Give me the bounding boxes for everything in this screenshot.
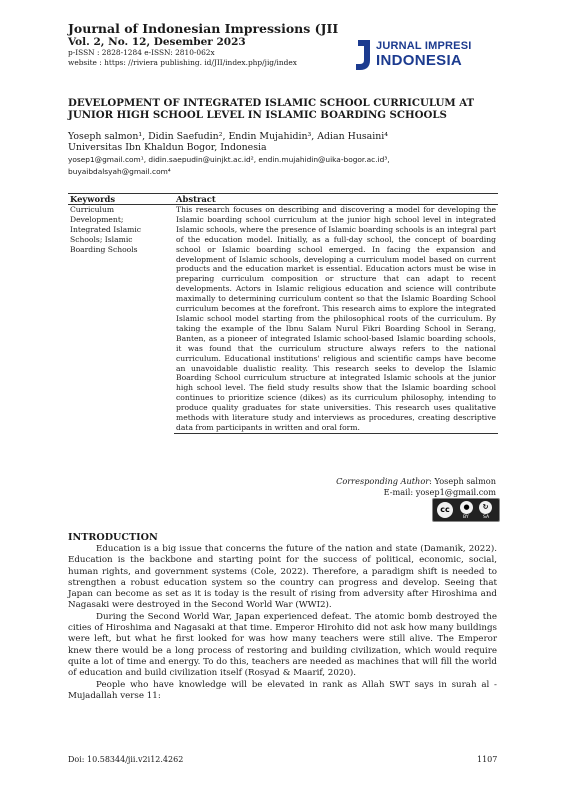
article-title: DEVELOPMENT OF INTEGRATED ISLAMIC SCHOOL CURRICULUM AT JUNIOR HIGH SCHOOL LEVEL IN ISLAMIC BOARDING SCHOOLS	[68, 97, 475, 122]
keyword-line: Curriculum	[70, 205, 115, 214]
cc-license-badge[interactable]	[432, 498, 500, 522]
abstract-table	[68, 193, 498, 434]
corresponding-email[interactable]: E-mail: yosep1@gmail.com	[383, 487, 496, 497]
journal-issn: p-ISSN : 2828-1284 e-ISSN: 2810-062x	[68, 48, 215, 57]
journal-header	[68, 22, 368, 67]
emails-line2: buyaibdalsyah@gmail.com⁴	[68, 166, 171, 176]
cc-icon: cc	[437, 502, 453, 518]
keyword-line: Schools; Islamic	[70, 234, 133, 244]
abstract-text: This research focuses on describing and discovering a model for developing the Islamic boarding school curriculum at the junior high school level in integrated Islamic schools, where the presence of Islamic boarding schools is an integral part of the education model. Initially, as a full-day school, the concept of boarding school or Islamic boarding school emerged. In facing the expansion and development of Islamic schools, developing a curriculum model based on current products and the education market is essential. Education actors must be wise in preparing curriculum composition or structure that can adapt to recent developments. Actors in Islamic religious education and science will contribute maximally to determining curriculum content so that the Islamic Boarding School curriculum becomes at the forefront. This research aims to explore the integrated Islamic school model starting from the philosophical roots of the curriculum. By taking the example of the Ibnu Salam Nurul Fikri Boarding School in Serang, Banten, as a pioneer of integrated Islamic school-based Islamic boarding schools, it was found that the curriculum structure always refers to the national curriculum. Educational institutions' religious and scientific camps have become an unavoidable dualistic reality. This research seeks to develop the Islamic Boarding School curriculum structure at integrated Islamic schools at the junior high school level. The field study results show that the Islamic boarding school continues to prioritize science (dikes) as its curriculum philosophy, intending to produce quality graduates for state universities. This research uses qualitative methods with literature study and interviews as procedures, creating descriptive data from participants in written and oral form.	[176, 205, 496, 432]
journal-website[interactable]: website : https: //riviera publishing. id/JII/index.php/jig/index	[68, 57, 297, 67]
paragraph: People who have knowledge will be elevated in rank as Allah SWT says in surah al - Mujadallah verse 11:	[68, 679, 497, 701]
corresponding-author-label: Corresponding Author	[336, 476, 430, 486]
author-emails	[68, 154, 513, 177]
sa-icon: ↻	[479, 501, 492, 514]
logo-line2: INDONESIA	[376, 52, 463, 69]
by-icon: ●	[460, 501, 473, 514]
introduction-heading: INTRODUCTION	[68, 532, 158, 543]
paragraph: During the Second World War, Japan experienced defeat. The atomic bomb destroyed the cities of Hiroshima and Nagasaki at that time. Emperor Hirohito did not ask how many buildings were left, but what he first looked for was how many teachers were still alive. The Emperor knew there would be a long process of restoring and building civilization, which would require quite a lot of time and energy. To do this, teachers are needed as machines that will fill the world of education and build civilization itself (Rosyad & Maarif, 2020).	[68, 611, 497, 679]
emails-line1: yosep1@gmail.com¹, didin.saepudin@uinjkt.ac.id², endin.mujahidin@uika-bogor.ac.id³,	[68, 155, 390, 164]
keyword-line: Integrated Islamic	[70, 224, 142, 234]
journal-logo	[356, 38, 496, 72]
paragraph: Education is a big issue that concerns the future of the nation and state (Damanik, 2022). Education is the backbone and starting point for the success of political, economic, social, human rights, and government systems (Cole, 2022). Therefore, a paradigm shift is needed to strengthen a robust education system so the country can progress and develop. Seeing that Japan can become as set as it is today is the result of rising from adversity after Hiroshima and Nagasaki were destroyed in the Second World War (WWI2).	[68, 544, 497, 611]
keyword-line: Boarding Schools	[70, 244, 138, 254]
author-affiliation: Universitas Ibn Khaldun Bogor, Indonesia	[68, 142, 267, 154]
footer-doi[interactable]: Doi: 10.58344/jii.v2i12.4262	[68, 755, 184, 764]
keywords-header: Keywords	[68, 194, 174, 205]
keywords-cell	[68, 205, 174, 434]
logo-mark-icon	[356, 40, 372, 70]
introduction-body	[68, 544, 497, 702]
sa-label: SA	[483, 515, 490, 520]
abstract-header: Abstract	[174, 194, 498, 205]
corresponding-author-name: : Yoseph salmon	[429, 476, 496, 486]
journal-volume: Vol. 2, No. 12, Desember 2023	[68, 36, 246, 48]
correspondence-block	[250, 476, 496, 498]
logo-line1: JURNAL IMPRESI	[376, 40, 472, 52]
author-names: Yoseph salmon¹, Didin Saefudin², Endin Mujahidin³, Adian Husaini⁴	[68, 131, 389, 142]
corresponding-author	[250, 476, 496, 487]
keyword-line: Development;	[70, 214, 124, 224]
page-number: 1107	[477, 755, 498, 764]
journal-title: Journal of Indonesian Impressions (JII	[68, 21, 339, 36]
by-label: BY	[463, 515, 469, 520]
author-block	[68, 131, 508, 154]
